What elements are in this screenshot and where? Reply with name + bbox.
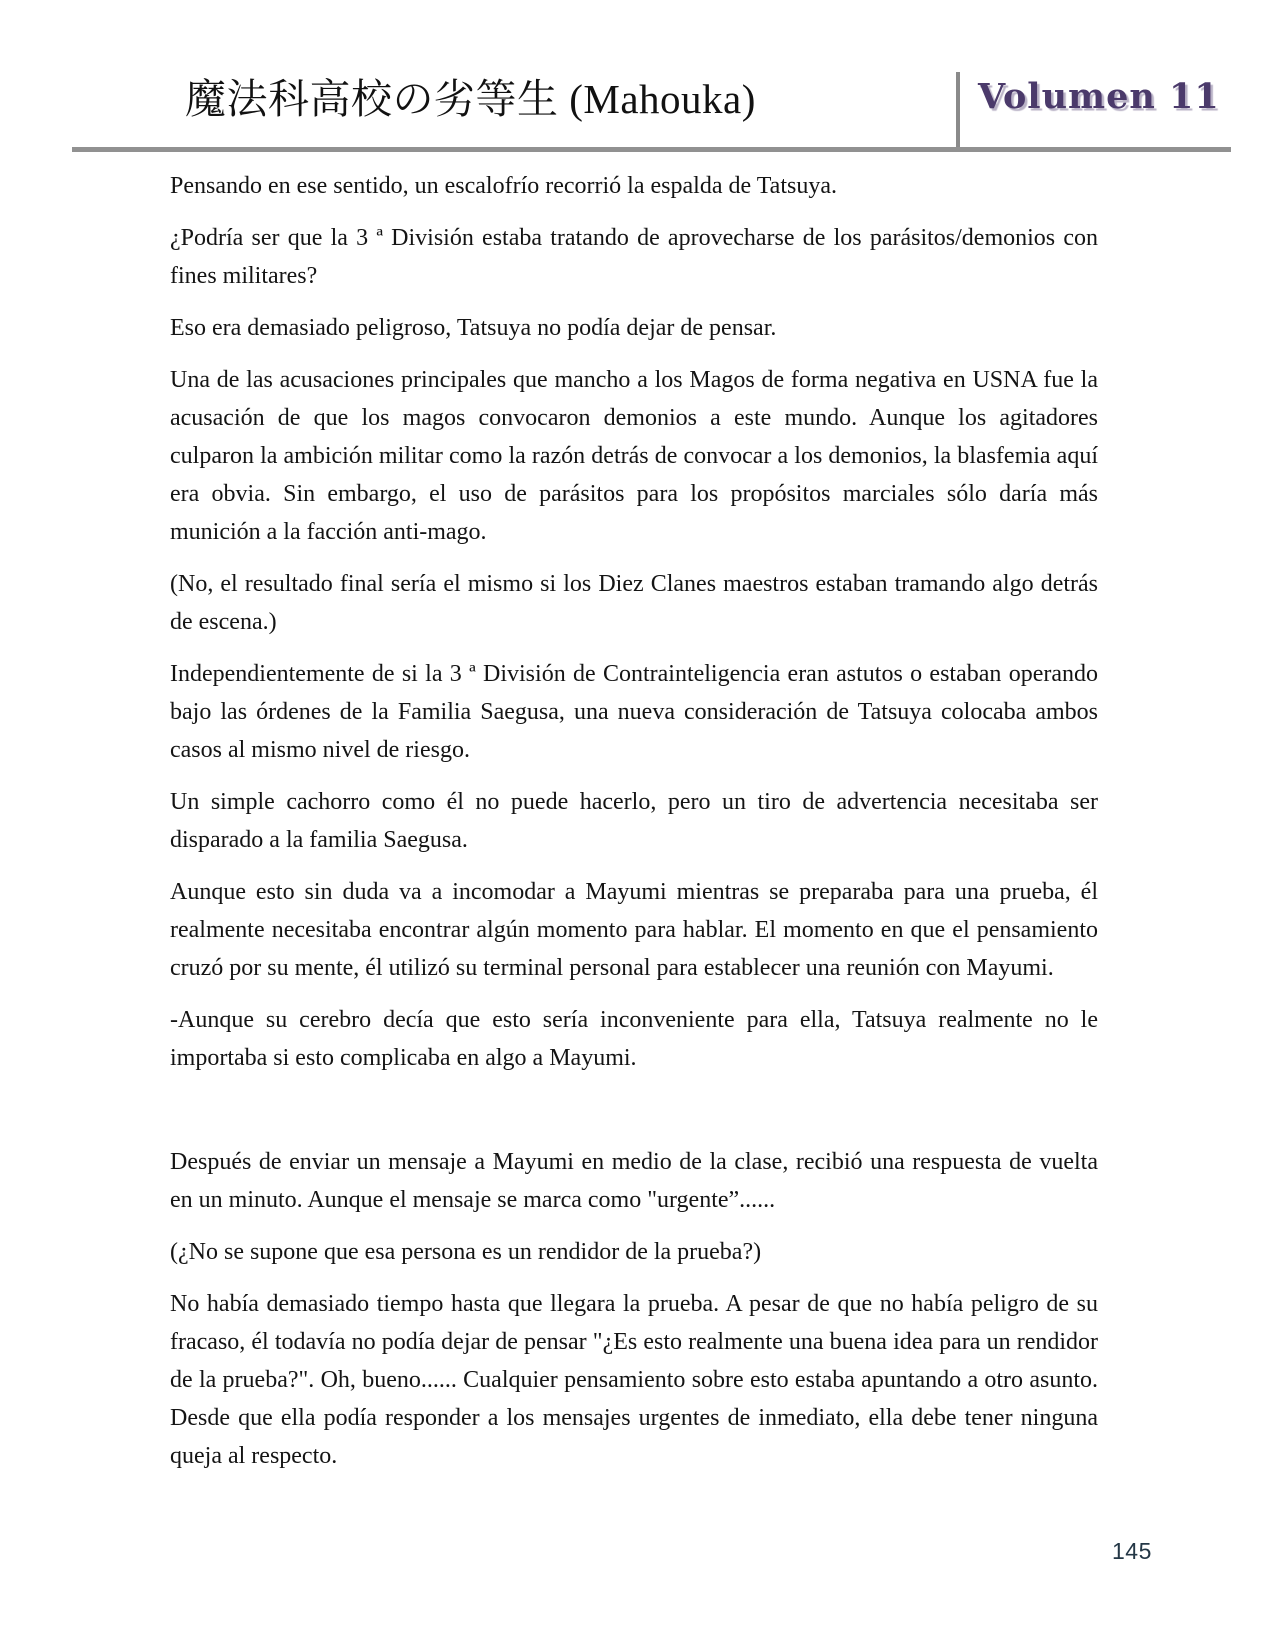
page-title: 魔法科高校の劣等生 (Mahouka): [185, 76, 756, 122]
header-rule: [72, 147, 1231, 152]
paragraph: Independientemente de si la 3 ª División de Contrainteligencia eran astutos o estaban operando bajo las órdenes de la Familia Saegusa, una nueva consideración de Tatsuya colocaba ambos casos al mismo nivel de riesgo.: [170, 661, 1098, 763]
paragraph: Un simple cachorro como él no puede hacerlo, pero un tiro de advertencia necesitaba ser disparado a la familia Saegusa.: [170, 789, 1098, 853]
scene-break: [170, 1091, 1098, 1129]
paragraph: Después de enviar un mensaje a Mayumi en medio de la clase, recibió una respuesta de vuelta en un minuto. Aunque el mensaje se marca como "urgente”......: [170, 1149, 1098, 1213]
paragraph: Una de las acusaciones principales que mancho a los Magos de forma negativa en USNA fue la acusación de que los magos convocaron demonios a este mundo. Aunque los agitadores culparon la ambición militar como la razón detrás de convocar a los demonios, la blasfemia aquí era obvia. Sin embargo, el uso de parásitos para los propósitos marciales sólo daría más munición a la facción anti-mago.: [170, 367, 1098, 545]
paragraph: ¿Podría ser que la 3 ª División estaba tratando de aprovecharse de los parásitos/demonios con fines militares?: [170, 225, 1098, 289]
volume-label: Volumen 11: [978, 76, 1220, 117]
paragraph: Aunque esto sin duda va a incomodar a Mayumi mientras se preparaba para una prueba, él realmente necesitaba encontrar algún momento para hablar. El momento en que el pensamiento cruzó por su mente, él utilizó su terminal personal para establecer una reunión con Mayumi.: [170, 879, 1098, 981]
paragraph: (No, el resultado final sería el mismo si los Diez Clanes maestros estaban tramando algo detrás de escena.): [170, 571, 1098, 635]
paragraph: No había demasiado tiempo hasta que llegara la prueba. A pesar de que no había peligro de su fracaso, él todavía no podía dejar de pensar "¿Es esto realmente una buena idea para un rendidor de la prueba?". Oh, bueno...... Cualquier pensamiento sobre esto estaba apuntando a otro asunto. Desde que ella podía responder a los mensajes urgentes de inmediato, ella debe tener ninguna queja al respecto.: [170, 1291, 1098, 1469]
body-text: [170, 167, 1098, 1489]
header-divider: [956, 72, 960, 150]
paragraph: Pensando en ese sentido, un escalofrío recorrió la espalda de Tatsuya.: [170, 173, 837, 199]
paragraph: -Aunque su cerebro decía que esto sería inconveniente para ella, Tatsuya realmente no le importaba si esto complicaba en algo a Mayumi.: [170, 1007, 1098, 1071]
page-number: 145: [1112, 1538, 1152, 1564]
paragraph: Eso era demasiado peligroso, Tatsuya no podía dejar de pensar.: [170, 315, 777, 341]
paragraph: (¿No se supone que esa persona es un rendidor de la prueba?): [170, 1239, 762, 1265]
